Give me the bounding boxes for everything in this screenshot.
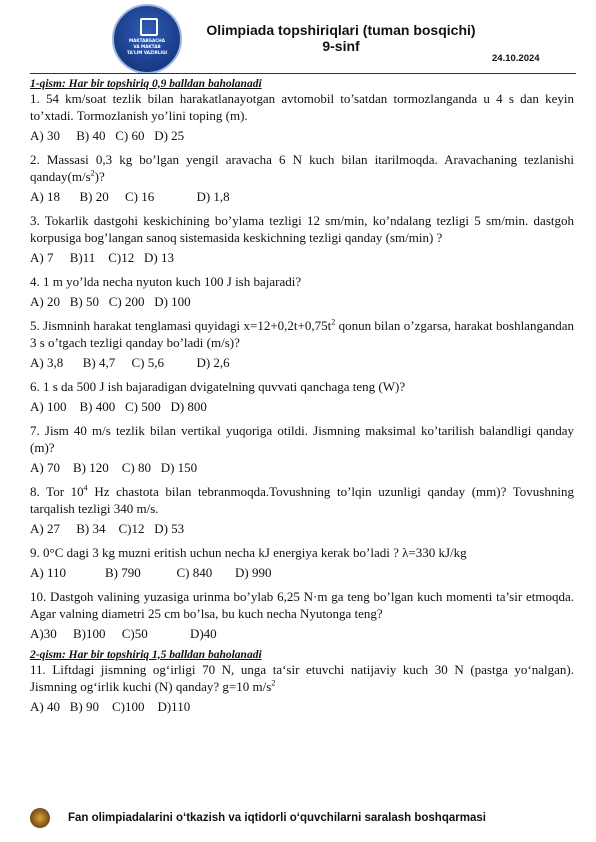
header-divider [30, 73, 576, 74]
ministry-logo [112, 4, 182, 74]
superscript: 4 [83, 483, 88, 493]
question-text: qonun bilan o’zgarsa, harakat boshlangandan 3 s o’tgach tezligi qanday bo’ladi (m/s)? [30, 318, 574, 350]
section-2-heading: 2-qism: Har bir topshiriq 1,5 balldan baholanadi [30, 649, 262, 661]
question-4: 4. 1 m yo’lda necha nyuton kuch 100 J ish bajaradi? [30, 274, 302, 289]
department-seal-icon [30, 808, 50, 828]
answers-1: A) 30 B) 40 C) 60 D) 25 [30, 128, 185, 143]
question-text: 2. Massasi 0,3 kg bo’lgan yengil aravacha 6 N kuch bilan itarilmoqda. Aravachaning tezlanishi qanday(m/s [30, 152, 574, 184]
page-title [196, 22, 486, 54]
book-icon [140, 18, 158, 36]
question-list [30, 78, 574, 722]
question-5 [30, 317, 574, 351]
answers-7: A) 70 B) 120 C) 80 D) 150 [30, 460, 198, 475]
question-9: 9. 0°C dagi 3 kg muzni eritish uchun necha kJ energiya kerak bo’ladi ? λ=330 kJ/kg [30, 545, 467, 560]
section-1-heading: 1-qism: Har bir topshiriq 0,9 balldan baholanadi [30, 78, 262, 90]
question-text: 8. Tor 10 [30, 484, 84, 499]
page-footer [30, 804, 576, 834]
answers-4: A) 20 B) 50 C) 200 D) 100 [30, 294, 191, 309]
superscript: 2 [331, 317, 336, 327]
answers-5: A) 3,8 B) 4,7 C) 5,6 D) 2,6 [30, 355, 230, 370]
superscript: 2 [90, 168, 95, 178]
question-2 [30, 151, 574, 185]
page-header [0, 0, 596, 80]
answers-8: A) 27 B) 34 C)12 D) 53 [30, 521, 185, 536]
question-7: 7. Jism 40 m/s tezlik bilan vertikal yuqoriga otildi. Jismning maksimal ko’tarilish balandligi qanday (m)? [30, 423, 574, 455]
question-11 [30, 661, 574, 695]
answers-2: A) 18 B) 20 C) 16 D) 1,8 [30, 189, 230, 204]
question-text: )? [94, 169, 105, 184]
question-8 [30, 483, 574, 517]
logo-text-line: VA MAKTAB [133, 44, 161, 49]
title-line-1: Olimpiada topshiriqlari (tuman bosqichi) [206, 22, 476, 38]
date-label: 24.10.2024 [492, 53, 540, 64]
footer-text: Fan olimpiadalarini o‘tkazish va iqtidorli o‘quvchilarni saralash boshqarmasi [68, 812, 486, 824]
question-text: Hz chastota bilan tebranmoqda.Tovushning to’lqin uzunligi qanday (mm)? Tovushning tarqalish tezligi 340 m/s. [30, 484, 574, 516]
superscript: 2 [271, 678, 276, 688]
answers-10: A)30 B)100 C)50 D)40 [30, 626, 217, 641]
logo-text-line: TA'LIM VAZIRLIGI [126, 50, 168, 55]
answers-6: A) 100 B) 400 C) 500 D) 800 [30, 399, 207, 414]
question-1: 1. 54 km/soat tezlik bilan harakatlanayotgan avtomobil to’satdan tormozlanganda u 4 s dan keyin to’xtadi. Tormozlanish yo’lini toping (m). [30, 91, 574, 123]
answers-3: A) 7 B)11 C)12 D) 13 [30, 250, 174, 265]
question-10: 10. Dastgoh valining yuzasiga urinma bo’ylab 6,25 N·m ga teng bo’lgan kuch momenti ta’sir etmoqda. Agar valning diametri 25 cm bo’lsa, bu kuch necha Nyutonga teng? [30, 589, 574, 621]
question-text: 11. Liftdagi jismning og‘irligi 70 N, unga ta‘sir etuvchi natijaviy kuch 30 N (pastga yo‘nalgan). Jismning og‘irlik kuchi (N) qanday? g=10 m/s [30, 662, 574, 694]
question-6: 6. 1 s da 500 J ish bajaradigan dvigatelning quvvati qanchaga teng (W)? [30, 379, 406, 394]
answers-11: A) 40 B) 90 C)100 D)110 [30, 699, 191, 714]
title-line-2: 9-sinf [322, 38, 360, 54]
answers-9: A) 110 B) 790 C) 840 D) 990 [30, 565, 272, 580]
question-text: 5. Jismninh harakat tenglamasi quyidagi x=12+0,2t+0,75t [30, 318, 332, 333]
question-3: 3. Tokarlik dastgohi keskichining bo’ylama tezligi 12 sm/min, ko’ndalang tezligi 5 sm/min. dastgoh korpusiga bog’langan sanoq sistemasida keskichning tezligi qanday (sm/min) ? [30, 213, 574, 245]
logo-text-line: MAKTABGACHA [128, 38, 166, 43]
